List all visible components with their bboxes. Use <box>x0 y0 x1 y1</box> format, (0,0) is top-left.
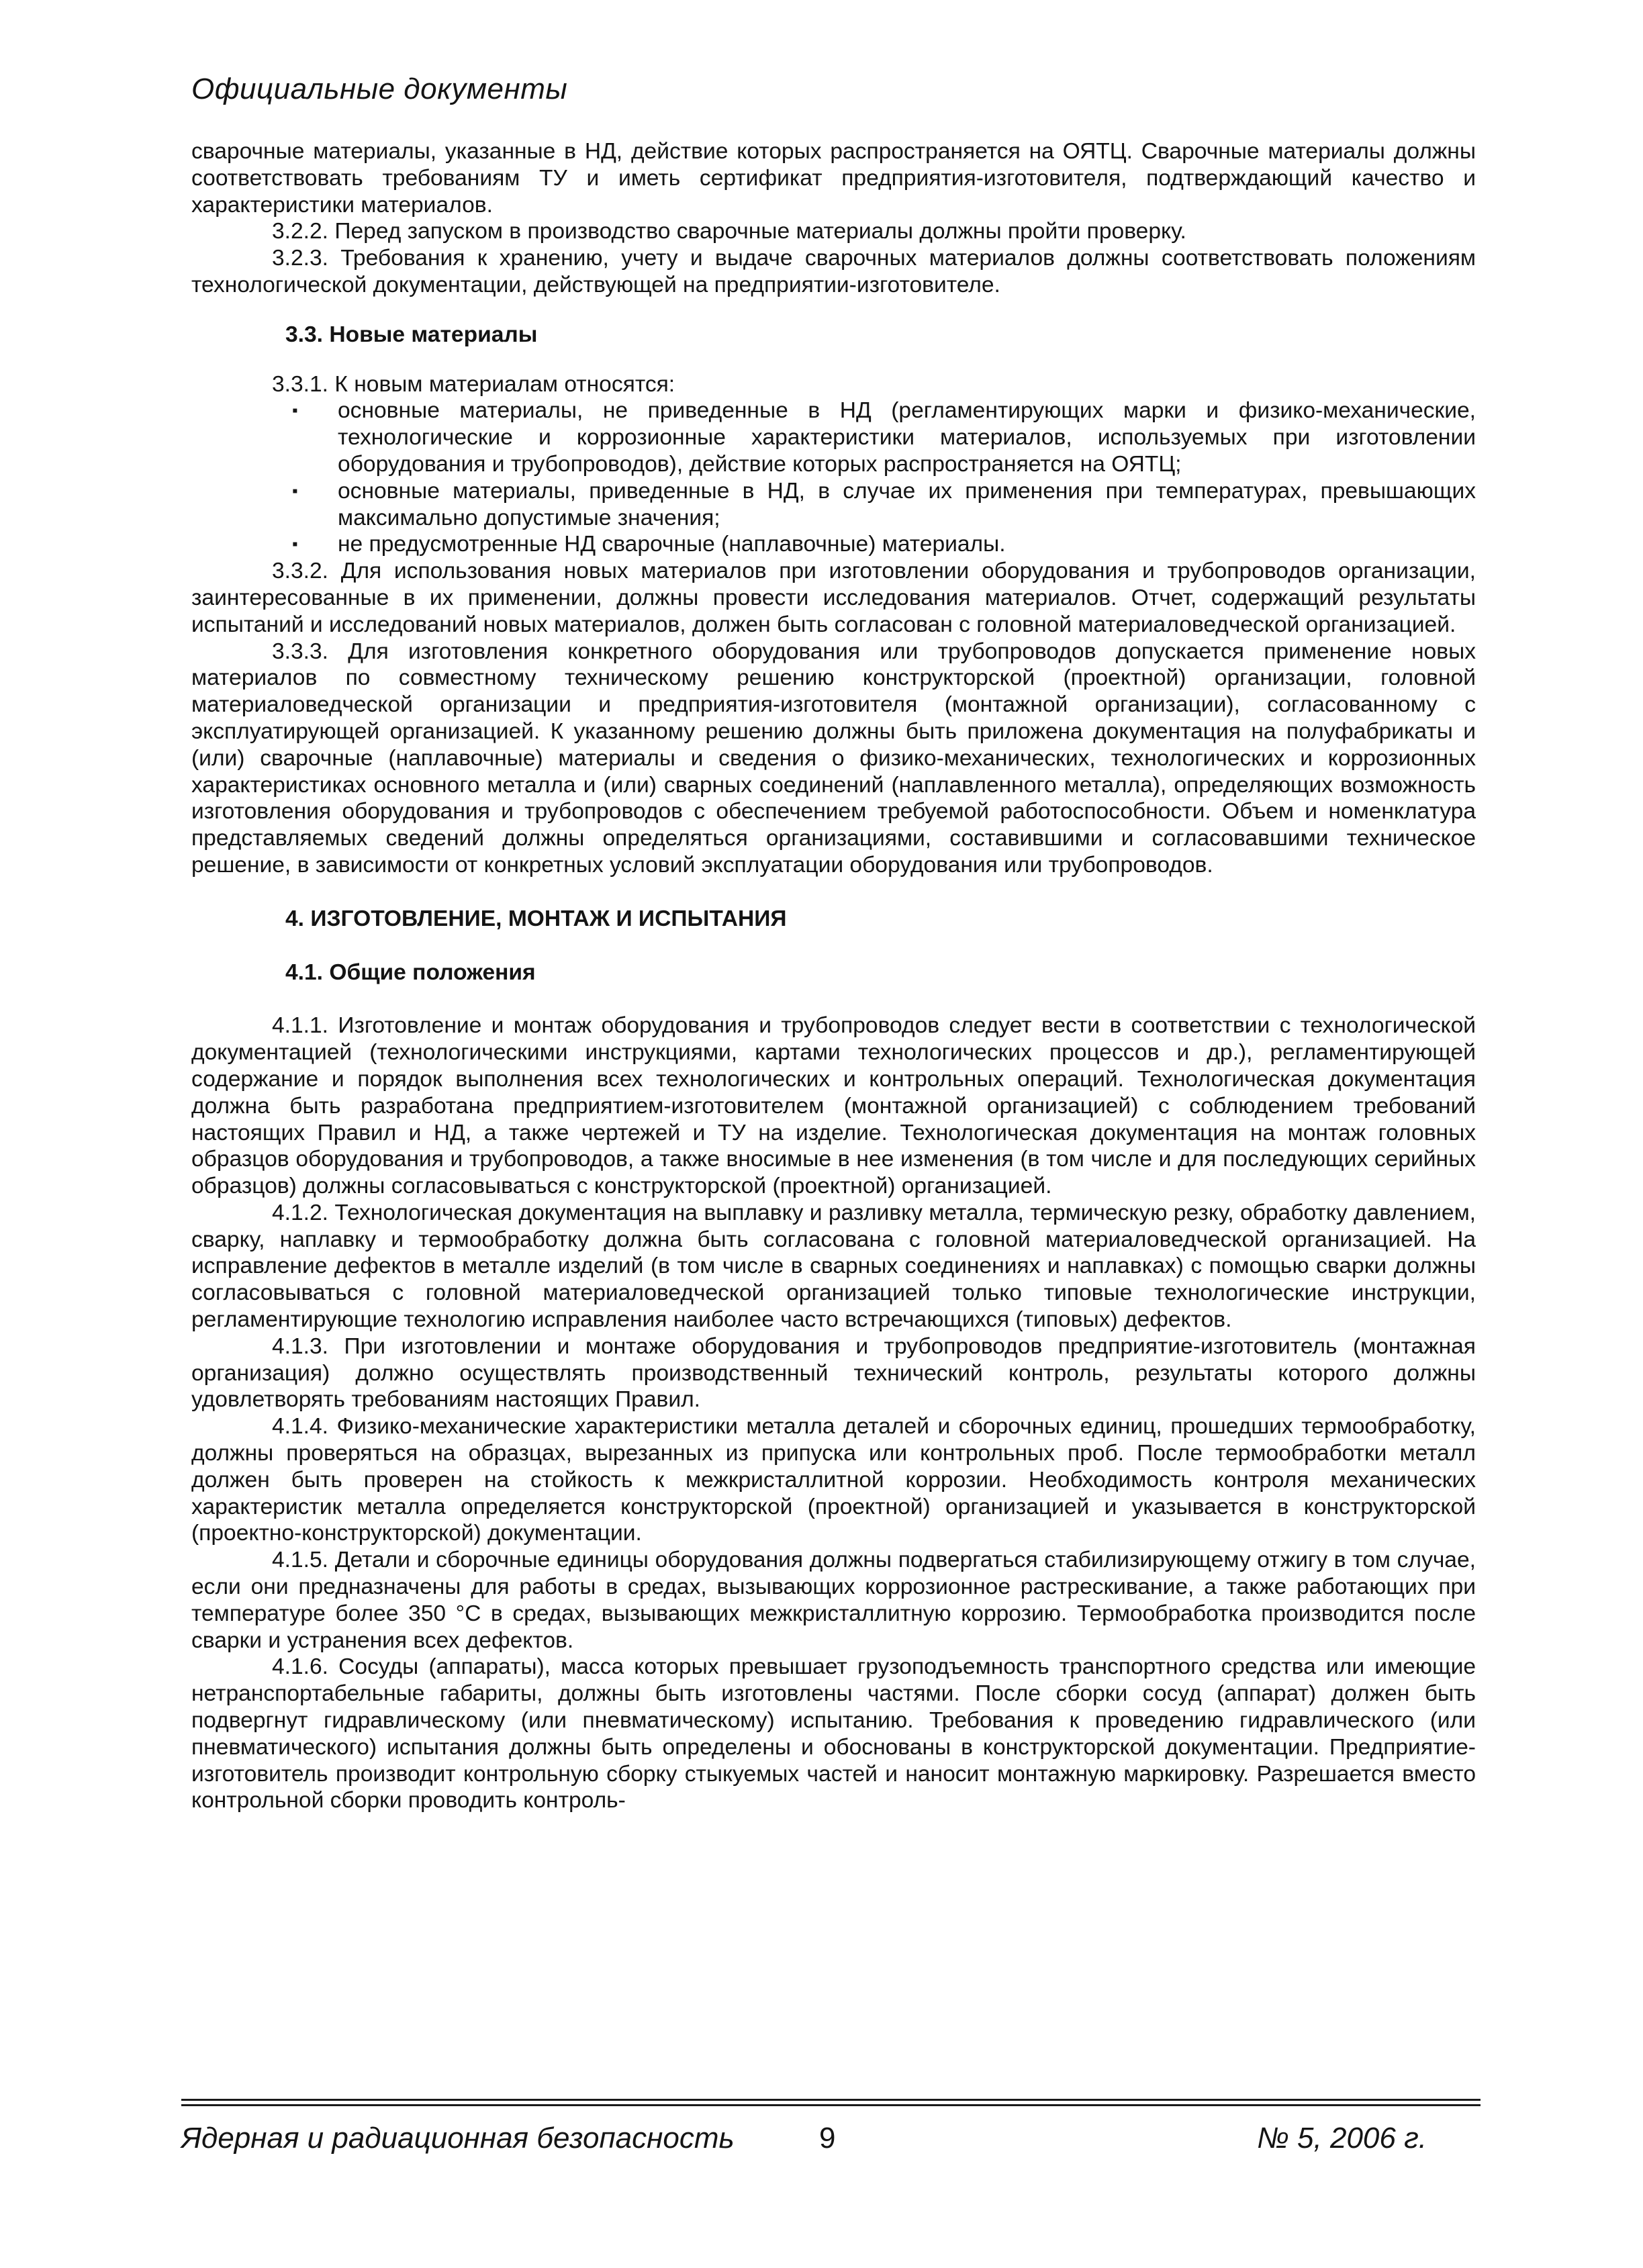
paragraph-4-1-2: 4.1.2. Технологическая документация на выплавку и разливку металла, термическую резку, обработку давлением, сварку, наплавку и термообработку должна быть согласована с головной материаловедческой организацией. На исправление дефектов в металле изделий (в том числе в сварных соединениях и наплавках) с помощью сварки должны согласовываться с головной материаловедческой организацией только типовые технологические инструкции, регламентирующие технологию исправления наиболее часто встречающихся (типовых) дефектов. <box>191 1200 1476 1333</box>
paragraph-4-1-6: 4.1.6. Сосуды (аппараты), масса которых превышает грузоподъемность транспортного средства или имеющие нетранспортабельные габариты, должны быть изготовлены частями. После сборки сосуд (аппарат) должен быть подвергнут гидравлическому (или пневматическому) испытанию. Требования к проведению гидравлического (или пневматического) испытания должны быть определены и обоснованы в конструкторской документации. Предприятие-изготовитель производит контрольную сборку стыкуемых частей и наносит монтажную маркировку. Разрешается вместо контрольной сборки проводить контроль- <box>191 1654 1476 1813</box>
running-header: Официальные документы <box>191 73 568 105</box>
bullet-icon: ▪ <box>292 481 298 500</box>
paragraph-3-2-2: 3.2.2. Перед запуском в производство сварочные материалы должны пройти проверку. <box>272 219 1186 244</box>
footer-rule-bottom <box>181 2104 1481 2106</box>
journal-title: Ядерная и радиационная безопасность <box>181 2122 735 2155</box>
paragraph-welding-materials: сварочные материалы, указанные в НД, действие которых распространяется на ОЯТЦ. Сварочные материалы должны соответствовать требованиям ТУ и иметь сертификат предприятия-изготовителя, подтверждающий качество и характеристики материалов. <box>191 139 1476 218</box>
paragraph-3-3-3: 3.3.3. Для изготовления конкретного оборудования или трубопроводов допускается применение новых материалов по совместному техническому решению конструкторской (проектной) организации, головной материаловедческой организации и предприятия-изготовителя (монтажной организации), согласованному с эксплуатирующей организацией. К указанному решению должны быть приложена документация на полуфабрикаты и (или) сварочные (наплавочные) материалы и сведения о физико-механических, технологических и коррозионных характеристиках основного металла и (или) сварных соединений (наплавленного металла), определяющих возможность изготовления оборудования и трубопроводов с обеспечением требуемой работоспособности. Объем и номенклатура представляемых сведений должны определяться организациями, составившими и согласовавшими техническое решение, в зависимости от конкретных условий эксплуатации оборудования или трубопроводов. <box>191 639 1476 878</box>
section-heading-4: 4. ИЗГОТОВЛЕНИЕ, МОНТАЖ И ИСПЫТАНИЯ <box>285 906 787 931</box>
bullet-icon: ▪ <box>292 535 298 554</box>
section-heading-3-3: 3.3. Новые материалы <box>285 322 538 347</box>
paragraph-3-2-3: 3.2.3. Требования к хранению, учету и выдаче сварочных материалов должны соответствовать положениям технологической документации, действующей на предприятии-изготовителе. <box>191 246 1476 297</box>
paragraph-3-3-1: 3.3.1. К новым материалам относятся: <box>272 371 675 397</box>
paragraph-3-3-2: 3.3.2. Для использования новых материалов при изготовлении оборудования и трубопроводов организации, заинтересованные в их применении, должны провести исследования материалов. Отчет, содержащий результаты испытаний и исследований новых материалов, должен быть согласован с головной материаловедческой организацией. <box>191 559 1476 637</box>
bullet-icon: ▪ <box>292 401 298 420</box>
paragraph-4-1-1: 4.1.1. Изготовление и монтаж оборудования и трубопроводов следует вести в соответствии с технологической документацией (технологическими инструкциями, картами технологических процессов и др.), регламентирующей содержание и порядок выполнения всех технологических и контрольных операций. Технологическая документация должна быть разработана предприятием-изготовителем (монтажной организацией) с соблюдением требований настоящих Правил и НД, а также чертежей и ТУ на изделие. Технологическая документация на монтаж головных образцов оборудования и трубопроводов, а также вносимые в нее изменения (в том числе и для последующих серийных образцов) должны согласовываться с конструкторской (проектной) организацией. <box>191 1013 1476 1199</box>
list-item: ▪ основные материалы, приведенные в НД, в случае их применения при температурах, превышающих максимально допустимые значения; <box>292 478 1476 530</box>
footer-rule-top <box>181 2099 1481 2101</box>
paragraph-4-1-3: 4.1.3. При изготовлении и монтаже оборудования и трубопроводов предприятие-изготовитель (монтажная организация) должно осуществлять производственный технический контроль, результаты которого должны удовлетворять требованиям настоящих Правил. <box>191 1333 1476 1413</box>
paragraph-4-1-4: 4.1.4. Физико-механические характеристики металла деталей и сборочных единиц, прошедших термообработку, должны проверяться на образцах, вырезанных из припуска или контрольных проб. После термообработки металл должен быть проверен на стойкость к межкристаллитной коррозии. Необходимость контроля механических характеристик металла определяется конструкторской (проектной) организацией и указывается в конструкторской (проектно-конструкторской) документации. <box>191 1414 1476 1546</box>
section-heading-4-1: 4.1. Общие положения <box>285 959 536 985</box>
list-item: ▪ не предусмотренные НД сварочные (наплавочные) материалы. <box>292 532 1006 557</box>
new-materials-list <box>191 397 1476 558</box>
list-item: ▪ основные материалы, не приведенные в НД (регламентирующих марки и физико-механические, технологические и коррозионные характеристики материалов, используемых при изготовлении оборудования и трубопроводов), действие которых распространяется на ОЯТЦ; <box>292 398 1476 477</box>
document-body <box>191 138 1476 1814</box>
page-number: 9 <box>819 2122 836 2155</box>
issue-number: № 5, 2006 г. <box>1257 2122 1427 2155</box>
paragraph-4-1-5: 4.1.5. Детали и сборочные единицы оборудования должны подвергаться стабилизирующему отжигу в том случае, если они предназначены для работы в средах, вызывающих коррозионное растрескивание, а также работающих при температуре более 350 °С в средах, вызывающих межкристаллитную коррозию. Термообработка производится после сварки и устранения всех дефектов. <box>191 1548 1476 1653</box>
